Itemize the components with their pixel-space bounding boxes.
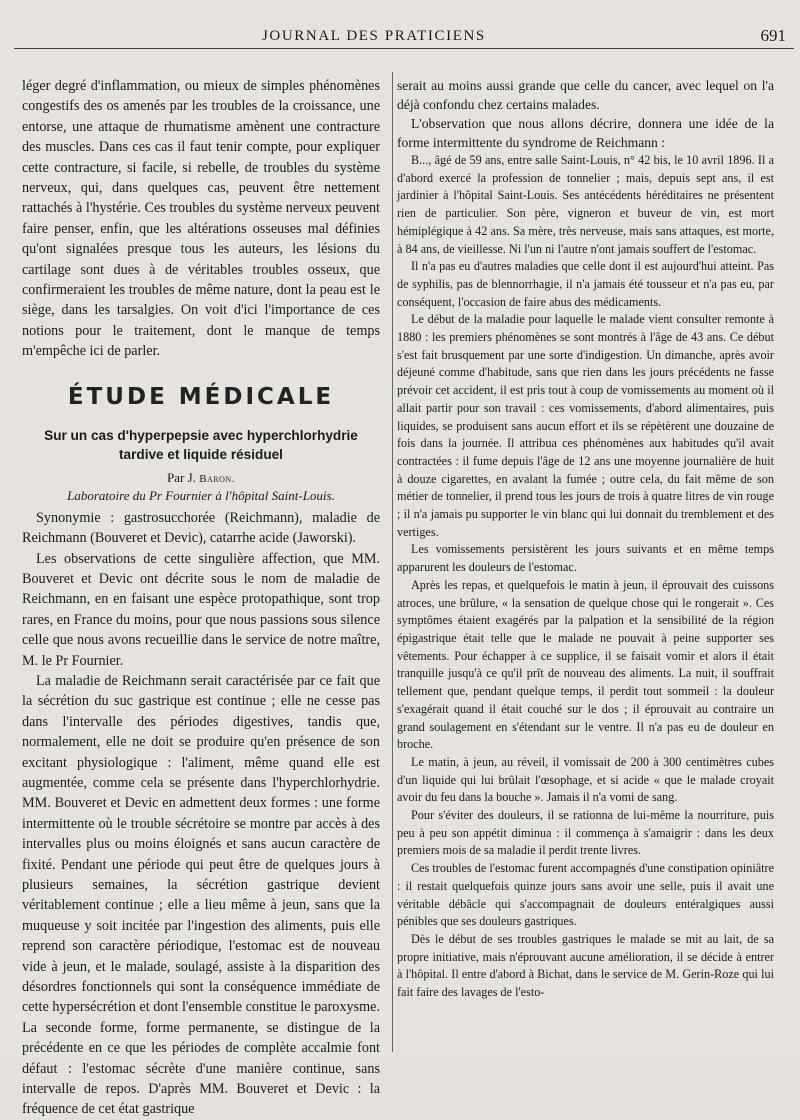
- left-column: [22, 76, 380, 1120]
- laboratory-line: Laboratoire du Pr Fournier à l'hôpital Saint-Louis.: [67, 487, 335, 503]
- synonymy-paragraph: Synonymie : gastrosucchorée (Reichmann), maladie de Reichmann (Bouveret et Devic), catarrhe acide (Jaworski).: [22, 509, 380, 547]
- section-heading: ÉTUDE MÉDICALE: [67, 383, 335, 410]
- case-paragraph: Ces troubles de l'estomac furent accompagnés d'une constipation opiniâtre : il restait quelquefois quinze jours sans avoir une selle, puis il avait une véritable débâcle qui s'accompagnait de douleurs entéralgiques aussi pénibles que ses douleurs gastriques.: [397, 861, 774, 929]
- case-paragraph: Pour s'éviter des douleurs, il se rationna de lui-même la nourriture, puis peu à peu son appétit diminua : il commença à s'amaigrir : dans les deux premiers mois de sa maladie il perdit trente livres.: [397, 808, 774, 858]
- page-number: 691: [760, 26, 786, 45]
- author-name: Baron.: [199, 472, 235, 485]
- right-column: [397, 76, 774, 1002]
- page-header: [0, 22, 800, 48]
- byline: [22, 470, 380, 486]
- paragraph: La maladie de Reichmann serait caractérisée par ce fait que la sécrétion du suc gastrique est continue ; elle ne cesse pas dans l'intervalle des périodes digestives, tandis que, normalement, elle ne doit se produire qu'en présence de son excitant physiologique : l'aliment, même quand elle est augmentée, comme cela se présente dans l'hyperchlorhydrie. MM. Bouveret et Devic en admettent deux formes : une forme intermittente où le trouble sécrétoire se montre par accès à des intervalles plus ou moins éloignés et sans aucun caractère de fixité. Pendant une période qui peut être de quelques jours à plusieurs semaines, la sécrétion gastrique devient véritablement continue ; elle a lieu même à jeun, sans que la muqueuse y soit incitée par l'ingestion des aliments, puis elle reprend son caractère périodique, l'estomac est de nouveau vide à jeun, et le malade, soulagé, assiste à la disparition des désordres fonctionnels qui sont la conséquence immédiate de cette hypersécrétion et dont l'ensemble constitue le paroxysme. La seconde forme, forme permanente, se distingue de la précédente en ce que les périodes de complète accalmie font défaut : l'estomac sécrète d'une manière continue, sans intervalle de repos. D'après MM. Bouveret et Devic : la fréquence de cet état gastrique: [22, 672, 380, 1118]
- article-title: Sur un cas d'hyperpepsie avec hyperchlorhydrie tardive et liquide résiduel: [44, 427, 358, 462]
- case-paragraph: Les vomissements persistèrent les jours suivants et en même temps apparurent les douleurs de l'estomac.: [397, 542, 774, 575]
- case-paragraph: Le matin, à jeun, au réveil, il vomissait de 200 à 300 centimètres cubes d'un liquide qui lui brûlait l'œsophage, et si acide « que le malade croyait avoir du feu dans la bouche ». Jamais il n'a vomi de sang.: [397, 754, 774, 805]
- paragraph-continuation: serait au moins aussi grande que celle du cancer, avec lequel on l'a déjà confondu chez certains malades.: [397, 78, 774, 112]
- case-paragraph: Dès le début de ses troubles gastriques le malade se mit au lait, de sa propre initiative, mais n'éprouvant aucune amélioration, il se décide à entrer à l'hôpital. Il entre d'abord à Bichat, dans le service de M. Gerin-Roze qui lui fait faire des lavages de l'esto-: [397, 931, 774, 1000]
- header-rule: [14, 48, 794, 49]
- paragraph: Les observations de cette singulière affection, que MM. Bouveret et Devic ont décrite sous le nom de maladie de Reichmann, en en faisant une espèce protopathique, sont trop rares, en France du moins, pour que nous passions sous silence celle que nous avons recueillie dans le service de notre maître, M. le Pr Fournier.: [22, 550, 380, 669]
- running-title: JOURNAL DES PRATICIENS: [262, 28, 486, 44]
- paragraph-continuation: léger degré d'inflammation, ou mieux de simples phénomènes congestifs des os amenés par les troubles de la croissance, une entorse, une attaque de rhumatisme amènent une contracture des muscles. Dans ces cas il faut tenir compte, pour expliquer cette contracture, si facile, si rebelle, de troubles du système nerveux, qui, dans quelques cas, peuvent être nettement rattachés à l'hystérie. Ces troubles du système nerveux peuvent faire penser, enfin, que les altérations osseuses mal définies qu'ont signalées presque tous les auteurs, les lésions du cartilage sont dues à de véritables troubles osseux, que confirmeraient les troubles de même nature, dont la peau est le siège, dans les tarsalgies. On voit d'ici l'importance de ces notions pour le traitement, dont le manque de temps m'empêche ici de parler.: [22, 78, 380, 360]
- case-paragraph: Il n'a pas eu d'autres maladies que celle dont il est aujourd'hui atteint. Pas de syphilis, pas de blennorrhagie, il n'a jamais été tousseur et n'a pas eu, par conséquent, l'occasion de faire abus des médicaments.: [397, 259, 774, 309]
- byline-prefix: Par J.: [167, 469, 196, 485]
- column-divider: [392, 72, 393, 1052]
- case-paragraph: Après les repas, et quelquefois le matin à jeun, il éprouvait des cuissons atroces, une brûlure, « la sensation de quelque chose qui le rongerait ». Ces symptômes étaient exagérés par la palpation et la sensibilité de la région épigastrique était telle que le malade ne pouvait à peine supporter ses vêtements. Pour échapper à ce supplice, il se faisait vomir et alors il était tranquille jusqu'à ce qu'il prît de nouveau des aliments. La nuit, il souffrait tellement que, pendant quelque temps, il perdit tout sommeil : la douleur s'exagérait quand il était couché sur le dos ; il éprouvait au contraire un grand soulagement en s'étendant sur le ventre. Il n'a pas eu de douleur en broche.: [397, 577, 774, 752]
- case-paragraph: Le début de la maladie pour laquelle le malade vient consulter remonte à 1880 : les premiers phénomènes se sont montrés à l'âge de 43 ans. Ce début s'est fait brusquement par une sorte d'indigestion. Un dimanche, après avoir déjeuné comme d'habitude, sans que rien dans les jours précédents ne fasse prévoir cet accident, il est pris tout à coup de vomissements au moment où il allait partir pour son travail : ces vomissements, d'abord alimentaires, puis liquides, se produisent sans aucun effort et ils se répètèrent une douzaine de fois dans la journée. Il attribua ces phénomènes aux habitudes qu'il avait contractées : il fume depuis l'âge de 12 ans une moyenne journalière de huit à douze cigarettes, en avalant la fumée ; outre cela, du fait même de son métier de tonnelier, il prend tous les jours de trois à quatre litres de vin rouge ; il n'a jamais pu supporter le vin blanc qui lui donnait du tremblement et des vertiges.: [397, 312, 774, 539]
- case-paragraph: B..., âgé de 59 ans, entre salle Saint-Louis, n° 42 bis, le 10 avril 1896. Il a d'abord exercé la profession de tonnelier ; mais, depuis sept ans, il est jardinier à l'hôpital Saint-Louis. Ses antécédents héréditaires ne présentent rien de particulier. Son père, vigneron et buveur de vin, est mort hémiplégique à 42 ans. Sa mère, très nerveuse, mais sans attaques, est morte, à 84 ans, de vieillesse. Ni l'un ni l'autre n'ont jamais souffert de l'estomac.: [397, 153, 774, 256]
- paragraph: L'observation que nous allons décrire, donnera une idée de la forme intermittente du syndrome de Reichmann :: [397, 116, 774, 150]
